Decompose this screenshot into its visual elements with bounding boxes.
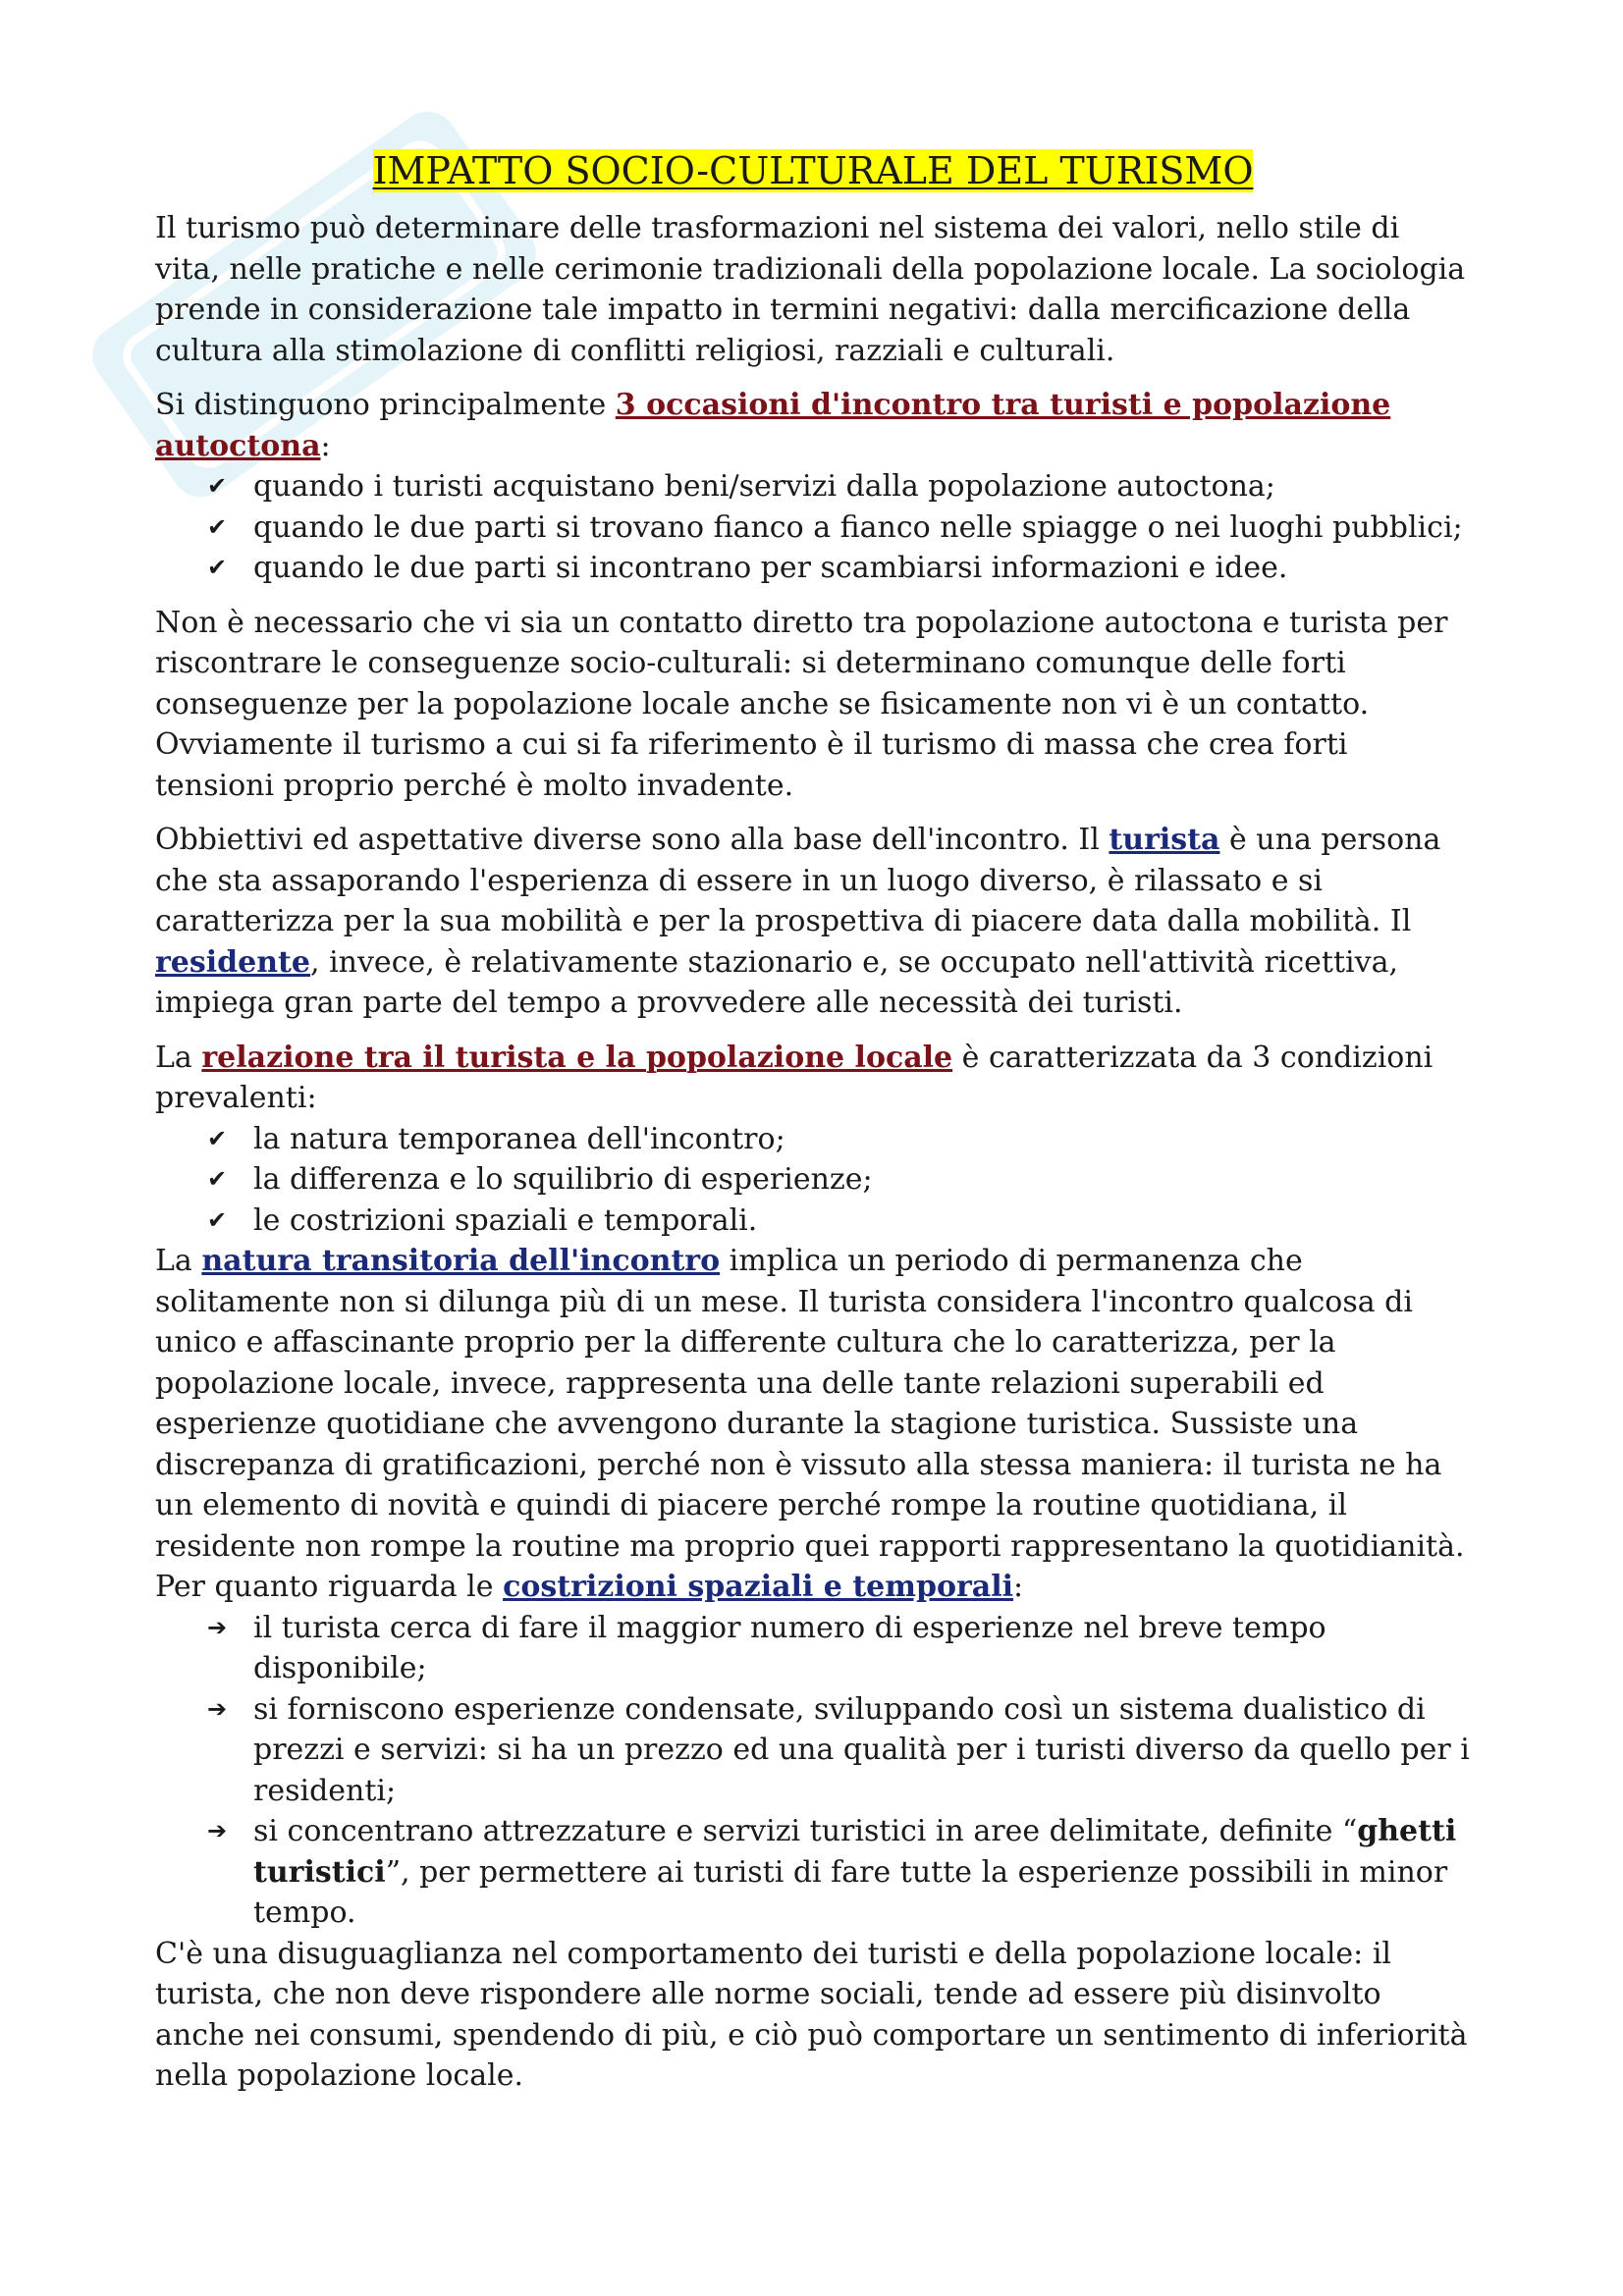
- right-arrow-icon: ➔: [206, 1613, 228, 1641]
- paragraph-transitory: La natura transitoria dell'incontro implica un periodo di permanenza che solitamente non si dilunga più di un mese. Il turista considera l'incontro qualcosa di unico e affascinante proprio per la differente cultura che lo caratterizza, per la popolazione locale, invece, rappresenta una delle tante relazioni superabili ed esperienze quotidiane che avvengono durante la stagione turistica. Sussiste una discrepanza di gratificazioni, perché non è vissuto alla stessa maniera: il turista ne ha un elemento di novità e quindi di piacere perché rompe la routine quotidiana, il residente non rompe la routine ma proprio quei rapporti rappresentano la quotidianità.: [155, 1244, 1465, 1564]
- paragraph-tourist-resident: Obbiettivi ed aspettative diverse sono alla base dell'incontro. Il turista è una persona che sta assaporando l'esperienza di essere in un luogo diverso, è rilassato e si caratterizza per la sua mobilità e per la prospettiva di piacere data dalla mobilità. Il residente, invece, è relativamente stazionario e, se occupato nell'attività ricettiva, impiega gran parte del tempo a provvedere alle necessità dei turisti.: [155, 823, 1441, 1020]
- list-item: ✔ la differenza e lo squilibrio di esperienze;: [155, 1159, 1471, 1201]
- document-page: [155, 147, 1471, 2097]
- keyword-occasions: 3 occasioni d'incontro tra turisti e popolazione autoctona: [155, 388, 1391, 463]
- paragraph-intro: Il turismo può determinare delle trasformazioni nel sistema dei valori, nello stile di vita, nelle pratiche e nelle cerimonie tradizionali della popolazione locale. La sociologia prende in considerazione tale impatto in termini negativi: dalla mercificazione della cultura alla stimolazione di conflitti religiosi, razziali e culturali.: [155, 211, 1466, 368]
- list-item: ✔ quando i turisti acquistano beni/servizi dalla popolazione autoctona;: [155, 466, 1471, 507]
- check-mark-icon: ✔: [206, 512, 228, 541]
- paragraph-inequality: C'è una disuguaglianza nel comportamento dei turisti e della popolazione locale: il turista, che non deve rispondere alle norme sociali, tende ad essere più disinvolto anche nei consumi, spendendo di più, e ciò può comportare un sentimento di inferiorità nella popolazione locale.: [155, 1936, 1468, 2093]
- paragraph-occasions: Si distinguono principalmente 3 occasioni d'incontro tra turisti e popolazione autoctona:: [155, 388, 1391, 463]
- keyword-residente: residente: [155, 944, 310, 980]
- list-item: ➔ si forniscono esperienze condensate, sviluppando così un sistema dualistico di prezzi e servizi: si ha un prezzo ed una qualità per i turisti diverso da quello per i residenti;: [155, 1689, 1471, 1812]
- constraints-list: [155, 1608, 1471, 1934]
- keyword-turista: turista: [1109, 823, 1220, 857]
- occasions-list: [155, 466, 1471, 589]
- check-mark-icon: ✔: [206, 472, 228, 500]
- check-mark-icon: ✔: [206, 554, 228, 581]
- keyword-ghetti: ghetti turistici: [253, 1814, 1457, 1890]
- list-item: ✔ quando le due parti si trovano fianco a fianco nelle spiagge o nei luoghi pubblici;: [155, 507, 1471, 549]
- paragraph-contact: Non è necessario che vi sia un contatto diretto tra popolazione autoctona e turista per riscontrare le conseguenze socio-culturali: si determinano comunque delle forti conseguenze per la popolazione locale anche se fisicamente non vi è un contatto. Ovviamente il turismo a cui si fa riferimento è il turismo di massa che crea forti tensioni proprio perché è molto invadente.: [155, 605, 1448, 803]
- keyword-transitory: natura transitoria dell'incontro: [201, 1244, 721, 1278]
- conditions-list: [155, 1119, 1471, 1242]
- paragraph-constraints: Per quanto riguarda le costrizioni spaziali e temporali:: [155, 1570, 1024, 1604]
- keyword-constraints: costrizioni spaziali e temporali: [503, 1570, 1014, 1604]
- list-item: ➔ si concentrano attrezzature e servizi turistici in aree delimitate, definite “ghetti turistici”, per permettere ai turisti di fare tutte la esperienze possibili in minor tempo.: [155, 1811, 1471, 1934]
- page-title: IMPATTO SOCIO-CULTURALE DEL TURISMO: [372, 149, 1254, 192]
- check-mark-icon: ✔: [206, 1165, 228, 1193]
- right-arrow-icon: ➔: [206, 1694, 228, 1723]
- keyword-relation: relazione tra il turista e la popolazione locale: [201, 1040, 953, 1075]
- list-item: ➔ il turista cerca di fare il maggior numero di esperienze nel breve tempo disponibile;: [155, 1608, 1471, 1689]
- check-mark-icon: ✔: [206, 1205, 228, 1234]
- right-arrow-icon: ➔: [206, 1817, 228, 1844]
- list-item: ✔ la natura temporanea dell'incontro;: [155, 1119, 1471, 1160]
- paragraph-relation: La relazione tra il turista e la popolazione locale è caratterizzata da 3 condizioni prevalenti:: [155, 1040, 1434, 1115]
- list-item: ✔ le costrizioni spaziali e temporali.: [155, 1201, 1471, 1242]
- list-item: ✔ quando le due parti si incontrano per scambiarsi informazioni e idee.: [155, 548, 1471, 589]
- check-mark-icon: ✔: [206, 1124, 228, 1152]
